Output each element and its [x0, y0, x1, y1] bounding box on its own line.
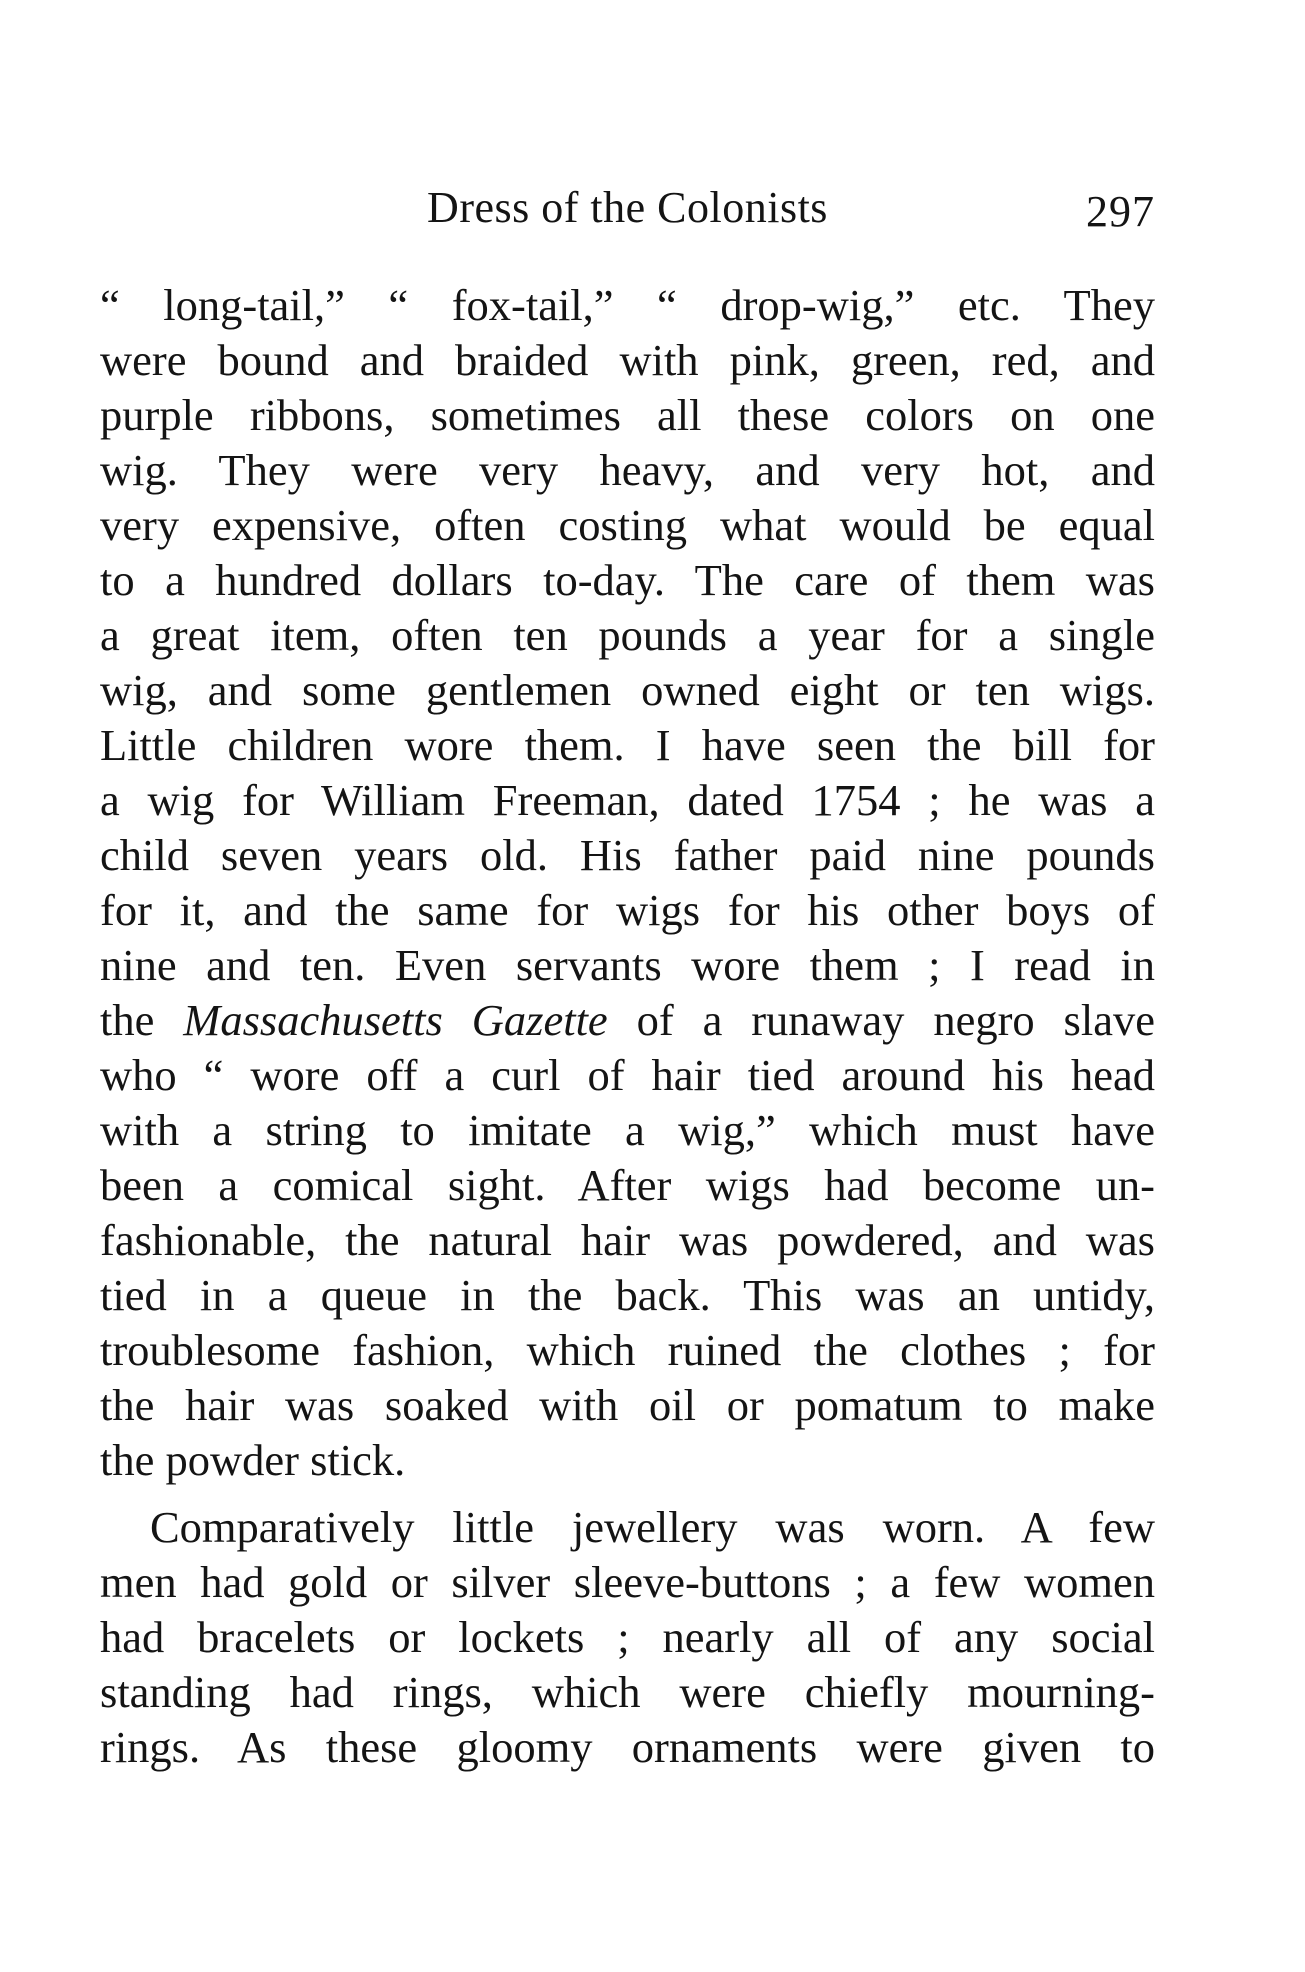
running-title: Dress of the Colonists: [427, 183, 828, 232]
page-number: 297: [1086, 187, 1155, 236]
text-line: purple ribbons, sometimes all these colors on one: [100, 390, 1155, 440]
text-line: been a comical sight. After wigs had become un-: [100, 1160, 1155, 1210]
text-line: tied in a queue in the back. This was an untidy,: [100, 1270, 1155, 1320]
text-line: were bound and braided with pink, green, red, and: [100, 335, 1155, 385]
text-line: Comparatively little jewellery was worn. A few: [150, 1502, 1155, 1552]
running-head: [100, 178, 1155, 238]
text-line: had bracelets or lockets ; nearly all of any social: [100, 1612, 1155, 1662]
newspaper-title: Massachusetts Gazette: [183, 995, 608, 1045]
text-line: wig. They were very heavy, and very hot, and: [100, 445, 1155, 495]
text-line: troublesome fashion, which ruined the clothes ; for: [100, 1325, 1155, 1375]
paragraph-1: [100, 278, 1155, 1488]
paragraph-2: [100, 1500, 1155, 1775]
text-segment: the: [100, 995, 155, 1045]
text-line: “ long-tail,” “ fox-tail,” “ drop-wig,” etc. They: [100, 280, 1155, 330]
text-line: men had gold or silver sleeve-buttons ; a few women: [100, 1557, 1155, 1607]
text-line: very expensive, often costing what would be equal: [100, 500, 1155, 550]
text-segment: of a runaway negro slave: [636, 995, 1155, 1045]
text-line: wig, and some gentlemen owned eight or ten wigs.: [100, 665, 1155, 715]
text-line: with a string to imitate a wig,” which must have: [100, 1105, 1155, 1155]
text-line: for it, and the same for wigs for his other boys of: [100, 885, 1155, 935]
text-line: nine and ten. Even servants wore them ; I read in: [100, 940, 1155, 990]
text-line: Little children wore them. I have seen the bill for: [100, 720, 1155, 770]
text-line: rings. As these gloomy ornaments were given to: [100, 1722, 1155, 1772]
text-line: child seven years old. His father paid nine pounds: [100, 830, 1155, 880]
text-line: who “ wore off a curl of hair tied around his head: [100, 1050, 1155, 1100]
text-line: the powder stick.: [100, 1435, 406, 1485]
text-line: the hair was soaked with oil or pomatum to make: [100, 1380, 1155, 1430]
text-line-with-italic-title: [100, 993, 1155, 1048]
text-line: fashionable, the natural hair was powdered, and was: [100, 1215, 1155, 1265]
text-line: a great item, often ten pounds a year for a single: [100, 610, 1155, 660]
text-line: standing had rings, which were chiefly mourning-: [100, 1667, 1155, 1717]
text-line: to a hundred dollars to-day. The care of them was: [100, 555, 1155, 605]
text-line: a wig for William Freeman, dated 1754 ; he was a: [100, 775, 1155, 825]
body-text: [100, 278, 1155, 1775]
